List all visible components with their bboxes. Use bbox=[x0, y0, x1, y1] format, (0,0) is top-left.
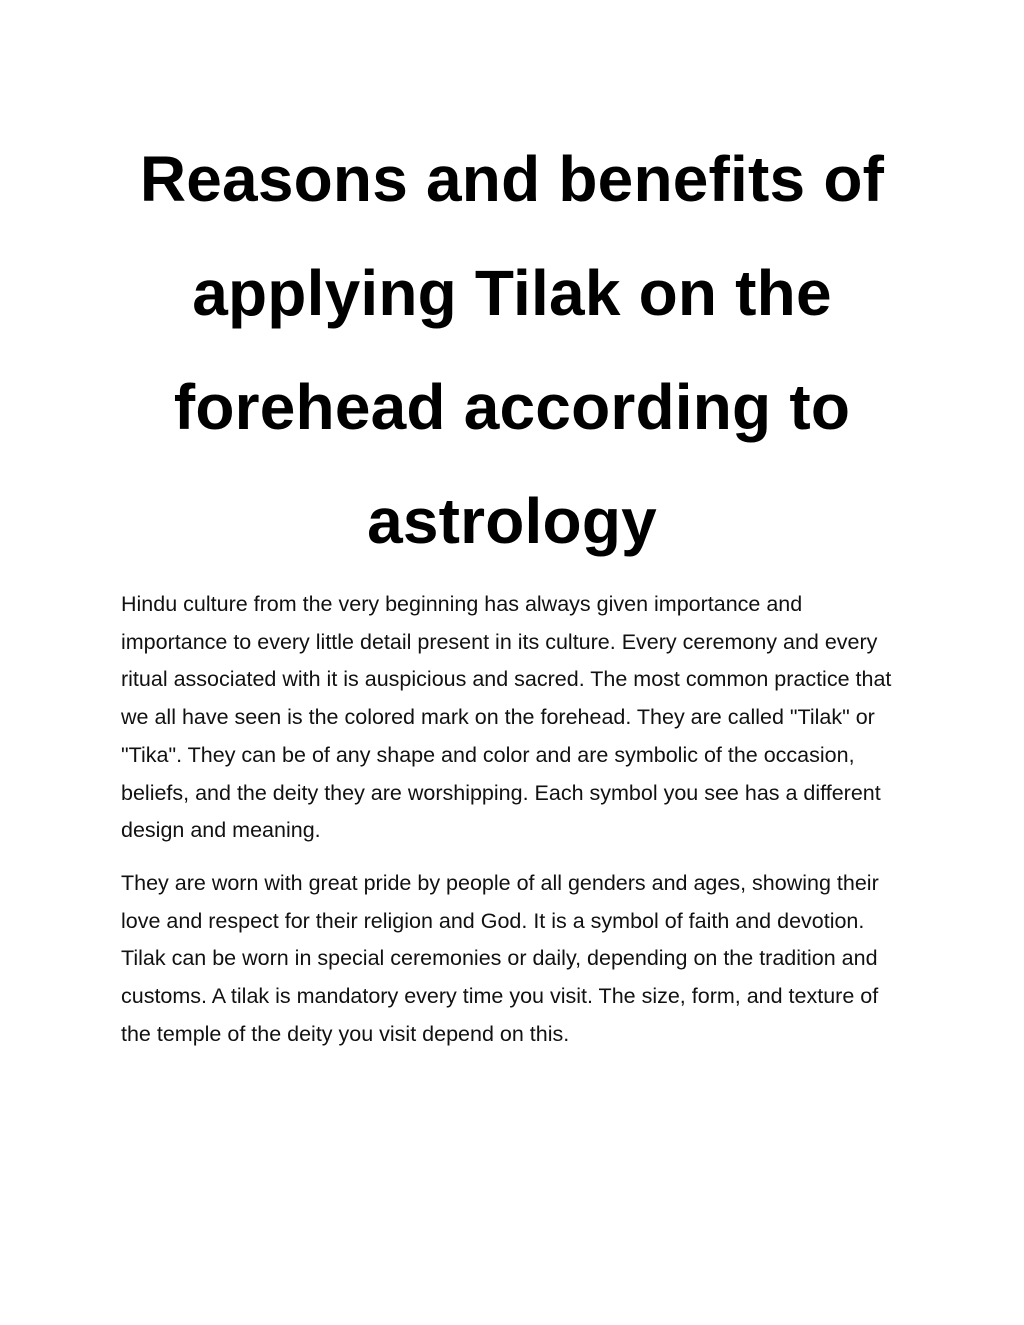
page-title: Reasons and benefits of applying Tilak on the forehead according to astrology bbox=[139, 143, 885, 557]
article-body bbox=[121, 586, 906, 1053]
paragraph-intro: Hindu culture from the very beginning has always given importance and importance to every little detail present in its culture. Every ceremony and every ritual associated with it is auspicious and sacred. The most common practice that we all have seen is the colored mark on the forehead. They are called "Tilak" or "Tika". They can be of any shape and color and are symbolic of the occasion, beliefs, and the deity they are worshipping. Each symbol you see has a different design and meaning. bbox=[121, 592, 892, 843]
paragraph-faith: They are worn with great pride by people of all genders and ages, showing their love and respect for their religion and God. It is a symbol of faith and devotion. Tilak can be worn in special ceremonies or daily, depending on the tradition and customs. A tilak is mandatory every time you visit. The size, form, and texture of the temple of the deity you visit depend on this. bbox=[121, 870, 879, 1046]
